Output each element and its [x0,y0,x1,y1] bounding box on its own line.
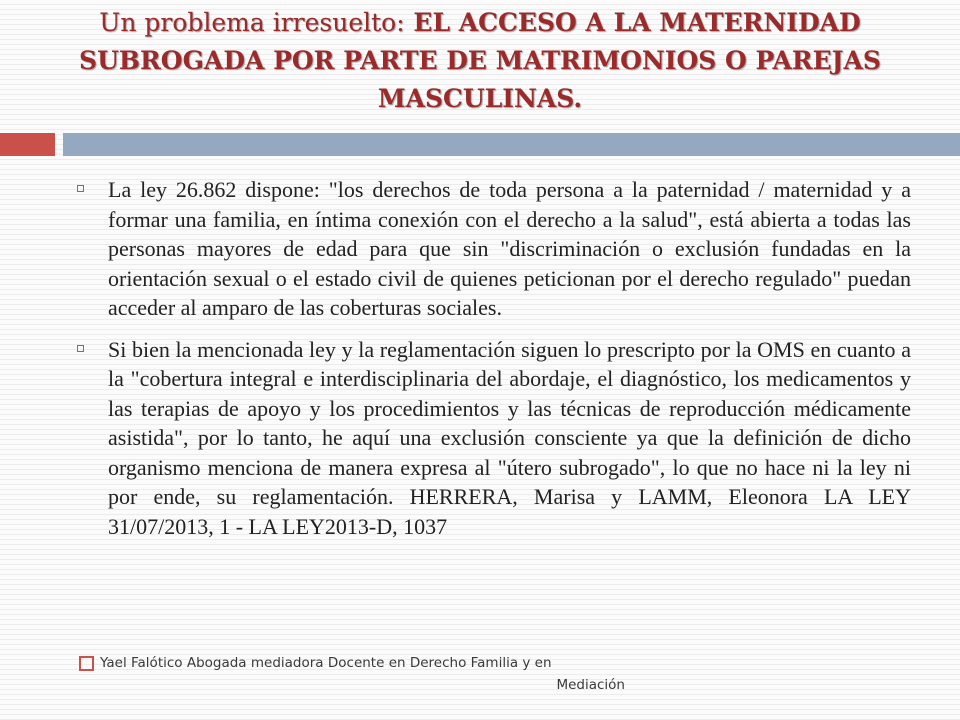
title-rule-bar [63,133,960,156]
footer-square-icon [79,656,94,671]
bullet-text: La ley 26.862 dispone: "los derechos de toda persona a la paternidad / maternidad y a formar una familia, en íntima conexión con el derecho a la salud", está abierta a todas las personas mayores de edad para que sin "discriminación o exclusión fundadas en la orientación sexual o el estado civil de quienes peticionan por el derecho regulado" puedan acceder al amparo de las coberturas sociales. [108,177,911,320]
bullet-item [73,175,911,323]
square-bullet-icon [77,185,84,192]
title-main: EL ACCESO A LA MATERNIDAD SUBROGADA POR PARTE DE MATRIMONIOS O PAREJAS MASCULINAS. [79,8,881,113]
slide-body [73,175,911,553]
title-lead: Un problema irresuelto: [99,8,405,37]
bullet-text: Si bien la mencionada ley y la reglamentación siguen lo prescripto por la OMS en cuanto a la "cobertura integral e interdisciplinaria del abordaje, el diagnóstico, los medicamentos y las terapias de apoyo y los procedimientos y las técnicas de reproducción médicamente asistida", por lo tanto, he aquí una exclusión consciente ya que la definición de dicho organismo menciona de manera expresa al "útero subrogado", lo que no hace ni la ley ni por ende, su reglamentación. HERRERA, Marisa y LAMM, Eleonora LA LEY 31/07/2013, 1 - LA LEY2013-D, 1037 [108,336,911,539]
square-bullet-icon [77,345,84,352]
slide-footer [100,652,630,696]
footer-author: Yael Falótico Abogada mediadora Docente en Derecho Familia y en [100,655,552,671]
title-rule-accent [0,133,55,156]
bullet-item [73,335,911,542]
footer-author-cont: Mediación [556,677,625,693]
slide-title [20,4,940,118]
